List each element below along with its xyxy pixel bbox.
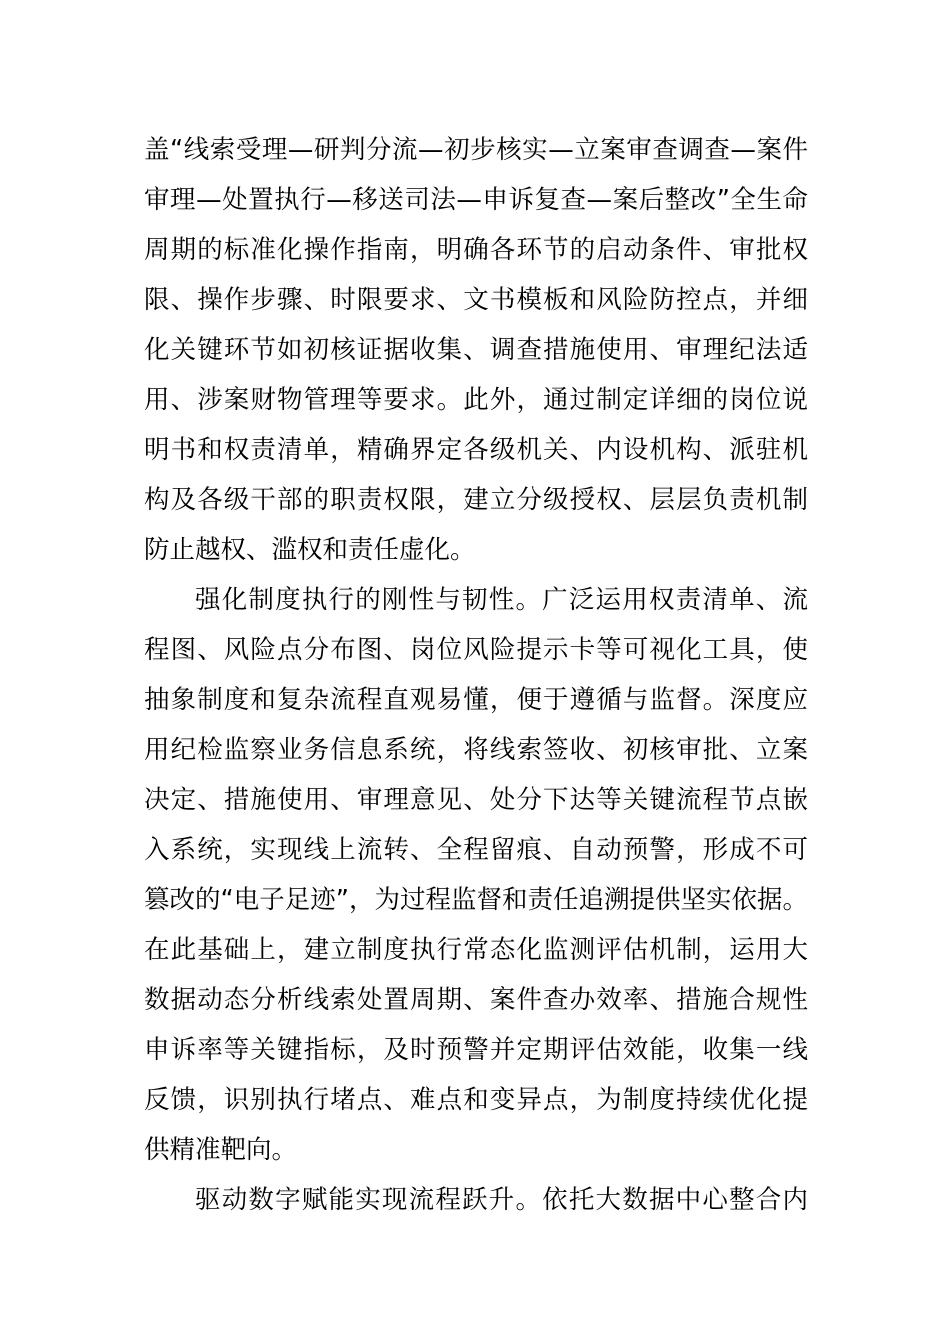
text-line: 用、涉案财物管理等要求。此外，通过制定详细的岗位说: [144, 385, 808, 415]
text-line: 在此基础上，建立制度执行常态化监测评估机制，运用大: [144, 935, 808, 965]
text-line: 驱动数字赋能实现流程跃升。依托大数据中心整合内: [195, 1185, 808, 1215]
text-line: 限、操作步骤、时限要求、文书模板和风险防控点，并细: [144, 285, 808, 315]
text-line: 数据动态分析线索处置周期、案件查办效率、措施合规性: [144, 985, 808, 1015]
text-line: 反馈，识别执行堵点、难点和变异点，为制度持续优化提: [144, 1085, 808, 1115]
text-line: 程图、风险点分布图、岗位风险提示卡等可视化工具，使: [144, 635, 808, 665]
text-line: 入系统，实现线上流转、全程留痕、自动预警，形成不可: [144, 835, 808, 865]
text-line: 防止越权、滥权和责任虚化。: [144, 535, 476, 565]
text-line: 明书和权责清单，精确界定各级机关、内设机构、派驻机: [144, 435, 808, 465]
text-line: 申诉率等关键指标，及时预警并定期评估效能，收集一线: [144, 1035, 808, 1065]
text-line: 篡改的“电子足迹”，为过程监督和责任追溯提供坚实依据。: [144, 885, 808, 915]
text-line: 盖“线索受理—研判分流—初步核实—立案审查调查—案件: [144, 135, 808, 165]
text-line: 强化制度执行的刚性与韧性。广泛运用权责清单、流: [195, 585, 808, 615]
text-line: 周期的标准化操作指南，明确各环节的启动条件、审批权: [144, 235, 808, 265]
text-line: 用纪检监察业务信息系统，将线索签收、初核审批、立案: [144, 735, 808, 765]
text-line: 供精准靶向。: [144, 1135, 298, 1165]
text-line: 决定、措施使用、审理意见、处分下达等关键流程节点嵌: [144, 785, 808, 815]
text-line: 构及各级干部的职责权限，建立分级授权、层层负责机制: [144, 485, 808, 515]
text-line: 抽象制度和复杂流程直观易懂，便于遵循与监督。深度应: [144, 685, 808, 715]
text-line: 化关键环节如初核证据收集、调查措施使用、审理纪法适: [144, 335, 808, 365]
text-line: 审理—处置执行—移送司法—申诉复查—案后整改”全生命: [144, 185, 808, 215]
